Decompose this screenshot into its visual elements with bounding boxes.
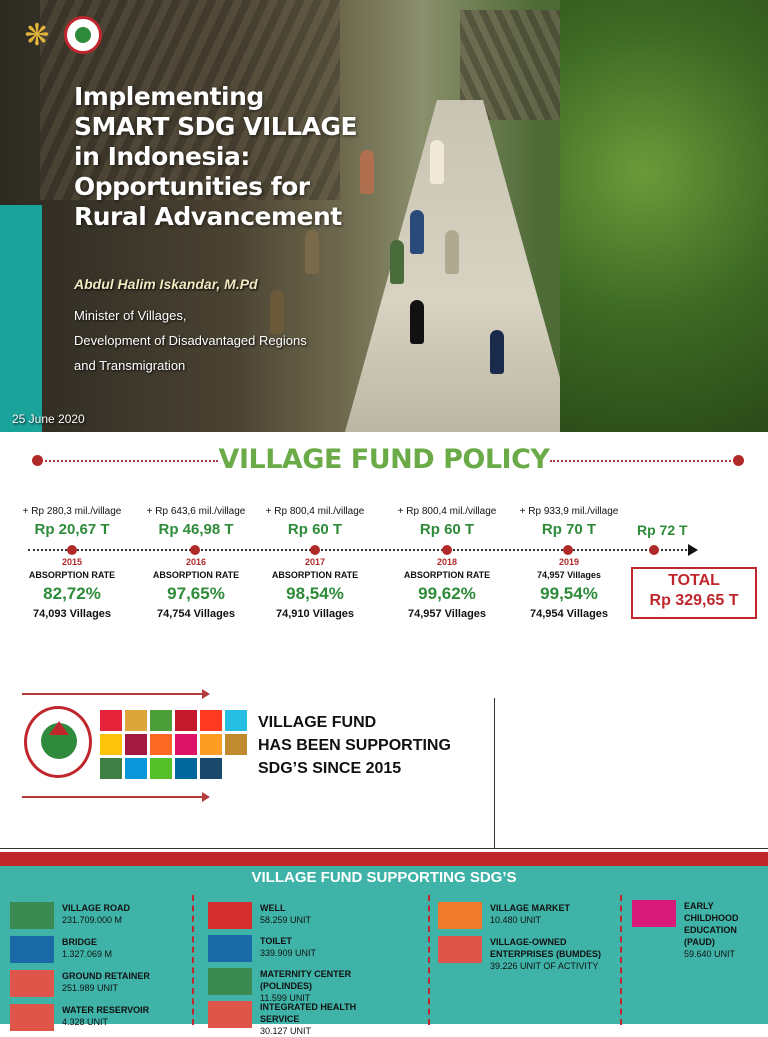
- year-column-2019: [510, 506, 628, 620]
- item-value: 39.226 UNIT OF ACTIVITY: [490, 961, 599, 971]
- ministry-logo-icon: [64, 16, 102, 54]
- item-name: VILLAGE-OWNED ENTERPRISES (BUMDES): [490, 937, 602, 959]
- sdg-support-item: [208, 902, 311, 929]
- person-figure: [410, 210, 424, 254]
- presentation-date: 25 June 2020: [12, 412, 85, 426]
- item-value: 30.127 UNIT: [260, 1026, 312, 1036]
- fund-amount: Rp 70 T: [541, 521, 597, 538]
- village-count: 74,754 Villages: [156, 608, 236, 620]
- year-label: 2018: [436, 557, 458, 567]
- infrastructure-icon: [438, 902, 482, 929]
- absorption-label: 74,957 Villages: [537, 570, 601, 580]
- item-value: 251.989 UNIT: [62, 983, 119, 993]
- total-label: TOTAL: [668, 572, 720, 589]
- person-figure: [305, 230, 319, 274]
- village-path: [345, 100, 575, 432]
- sdg-goal-tile-icon: [200, 758, 222, 779]
- item-value: 339.909 UNIT: [260, 948, 317, 958]
- person-figure: [490, 330, 504, 374]
- infrastructure-icon: [10, 1004, 54, 1031]
- absorption-rate: 98,54%: [286, 584, 344, 603]
- village-count: 74,910 Villages: [275, 608, 355, 620]
- item-name: EARLY CHILDHOOD EDUCATION (PAUD): [684, 901, 739, 947]
- timeline-arrow-icon: [688, 544, 698, 556]
- sdg-support-item: [208, 935, 316, 962]
- timeline-dot: [649, 545, 659, 555]
- sdg-support-item: [208, 1001, 390, 1037]
- arrow-head-icon: [202, 689, 210, 699]
- sdg-goal-tile-icon: [100, 734, 122, 755]
- per-village-amount: + Rp 933,9 mil./village: [519, 506, 619, 517]
- author-role: Minister of Villages, Development of Disadvantaged Regions and Transmigration: [74, 308, 307, 373]
- sdg-goal-tile-icon: [150, 710, 172, 731]
- per-village-amount: + Rp 643,6 mil./village: [146, 506, 246, 517]
- item-text: [260, 968, 390, 1004]
- sdg-goal-tile-icon: [125, 710, 147, 731]
- item-name: WELL: [260, 903, 286, 913]
- hero-photo: [0, 0, 768, 432]
- person-figure: [410, 300, 424, 344]
- item-value: 58.259 UNIT: [260, 915, 312, 925]
- fund-amount: Rp 46,98 T: [158, 521, 234, 538]
- sdg-goal-tile-icon: [125, 734, 147, 755]
- village-count: 74,093 Villages: [32, 608, 112, 620]
- item-name: WATER RESERVOIR: [62, 1005, 150, 1015]
- decorative-arrow-line: [22, 796, 202, 798]
- fund-amount: Rp 60 T: [287, 521, 343, 538]
- item-name: INTEGRATED HEALTH SERVICE: [260, 1002, 357, 1024]
- total-value: Rp 329,65 T: [649, 592, 739, 609]
- item-text: [62, 1004, 149, 1028]
- column-divider: [428, 895, 430, 1025]
- sdg-goals-grid: [100, 710, 248, 779]
- sdg-goal-tile-icon: [225, 710, 247, 731]
- column-divider: [620, 895, 622, 1025]
- infrastructure-icon: [10, 902, 54, 929]
- sdg-support-item: [10, 1004, 149, 1031]
- tree-foliage: [560, 0, 768, 432]
- village-count: 74,954 Villages: [529, 608, 609, 620]
- item-text: [684, 900, 768, 960]
- year-column-2017: [256, 506, 374, 620]
- year-label: 2019: [558, 557, 580, 567]
- sdg-support-item: [438, 902, 570, 929]
- sdg-support-statement: VILLAGE FUND HAS BEEN SUPPORTING SDG’S SINCE 2015: [258, 714, 451, 777]
- presentation-title: Implementing SMART SDG VILLAGE in Indonesia: Opportunities for Rural Advancement: [74, 82, 358, 231]
- item-value: 4.328 UNIT: [62, 1017, 109, 1027]
- garuda-emblem-icon: ❋: [24, 19, 50, 52]
- column-divider: [192, 895, 194, 1025]
- absorption-rate: 82,72%: [43, 584, 101, 603]
- sdg-goal-tile-icon: [175, 710, 197, 731]
- infrastructure-icon: [208, 902, 252, 929]
- village-count: 74,957 Villages: [407, 608, 487, 620]
- sdg-goal-tile-icon: [100, 710, 122, 731]
- year-column-2016: [138, 506, 254, 620]
- sdg-goal-tile-icon: [225, 758, 247, 779]
- sdg-support-title: VILLAGE FUND SUPPORTING SDG’S: [251, 869, 517, 886]
- sdg-support-item: [10, 936, 112, 963]
- item-name: MATERNITY CENTER (POLINDES): [260, 969, 352, 991]
- item-value: 10.480 UNIT: [490, 915, 542, 925]
- sdg-support-item: [632, 900, 768, 960]
- fund-amount-2020: Rp 72 T: [637, 522, 688, 538]
- item-text: [490, 902, 570, 926]
- total-box: [631, 567, 757, 619]
- sdg-goal-tile-icon: [200, 710, 222, 731]
- item-text: [260, 935, 316, 959]
- fund-amount: Rp 60 T: [419, 521, 475, 538]
- person-figure: [390, 240, 404, 284]
- infrastructure-icon: [438, 936, 482, 963]
- infrastructure-icon: [10, 936, 54, 963]
- ministry-seal-icon: [24, 706, 92, 778]
- sdg-goal-tile-icon: [225, 734, 247, 755]
- year-label: 2016: [185, 557, 207, 567]
- per-village-amount: + Rp 800,4 mil./village: [397, 506, 497, 517]
- absorption-rate: 99,54%: [540, 584, 598, 603]
- sdg-goal-tile-icon: [150, 758, 172, 779]
- infrastructure-icon: [208, 968, 252, 995]
- item-value: 59.640 UNIT: [684, 949, 736, 959]
- person-figure: [445, 230, 459, 274]
- infrastructure-icon: [632, 900, 676, 927]
- per-village-amount: + Rp 800,4 mil./village: [265, 506, 365, 517]
- person-figure: [360, 150, 374, 194]
- frame-line: [0, 848, 768, 849]
- sdg-support-item: [438, 936, 620, 972]
- item-name: BRIDGE: [62, 937, 98, 947]
- item-text: [490, 936, 620, 972]
- year-label: 2017: [304, 557, 326, 567]
- item-name: GROUND RETAINER: [62, 971, 150, 981]
- sdg-goal-tile-icon: [200, 734, 222, 755]
- sdg-goal-tile-icon: [150, 734, 172, 755]
- year-column-2015: [16, 506, 128, 620]
- frame-line: [494, 698, 495, 848]
- red-divider-strip: [0, 852, 768, 866]
- per-village-amount: + Rp 280,3 mil./village: [22, 506, 122, 517]
- item-text: [260, 902, 311, 926]
- teal-accent-bar: [0, 205, 42, 432]
- item-text: [62, 902, 130, 926]
- decorative-arrow-line: [22, 693, 202, 695]
- sdg-support-item: [10, 970, 150, 997]
- item-text: [260, 1001, 390, 1037]
- item-text: [62, 970, 150, 994]
- item-value: 11.599 UNIT: [260, 993, 311, 1003]
- year-label: 2015: [61, 557, 83, 567]
- sdg-support-item: [208, 968, 390, 1004]
- item-value: 1.327.069 M: [62, 949, 113, 959]
- item-name: VILLAGE MARKET: [490, 903, 570, 913]
- absorption-label: ABSORPTION RATE: [28, 570, 116, 580]
- fund-amount: Rp 20,67 T: [34, 521, 110, 538]
- author-name: Abdul Halim Iskandar, M.Pd: [74, 276, 258, 292]
- year-column-2018: [388, 506, 506, 620]
- absorption-label: ABSORPTION RATE: [152, 570, 240, 580]
- absorption-label: ABSORPTION RATE: [403, 570, 491, 580]
- sdg-goal-tile-icon: [125, 758, 147, 779]
- sdg-goal-tile-icon: [175, 758, 197, 779]
- sdg-support-item: [10, 902, 130, 929]
- item-value: 231.709.000 M: [62, 915, 123, 925]
- absorption-rate: 97,65%: [167, 584, 225, 603]
- arrow-head-icon: [202, 792, 210, 802]
- sdg-goal-tile-icon: [175, 734, 197, 755]
- infrastructure-icon: [208, 935, 252, 962]
- sdg-goal-tile-icon: [100, 758, 122, 779]
- person-figure: [430, 140, 444, 184]
- absorption-rate: 99,62%: [418, 584, 476, 603]
- item-name: TOILET: [260, 936, 292, 946]
- absorption-label: ABSORPTION RATE: [271, 570, 359, 580]
- village-fund-policy-title: VILLAGE FUND POLICY: [218, 444, 550, 475]
- infrastructure-icon: [10, 970, 54, 997]
- item-name: VILLAGE ROAD: [62, 903, 131, 913]
- item-text: [62, 936, 112, 960]
